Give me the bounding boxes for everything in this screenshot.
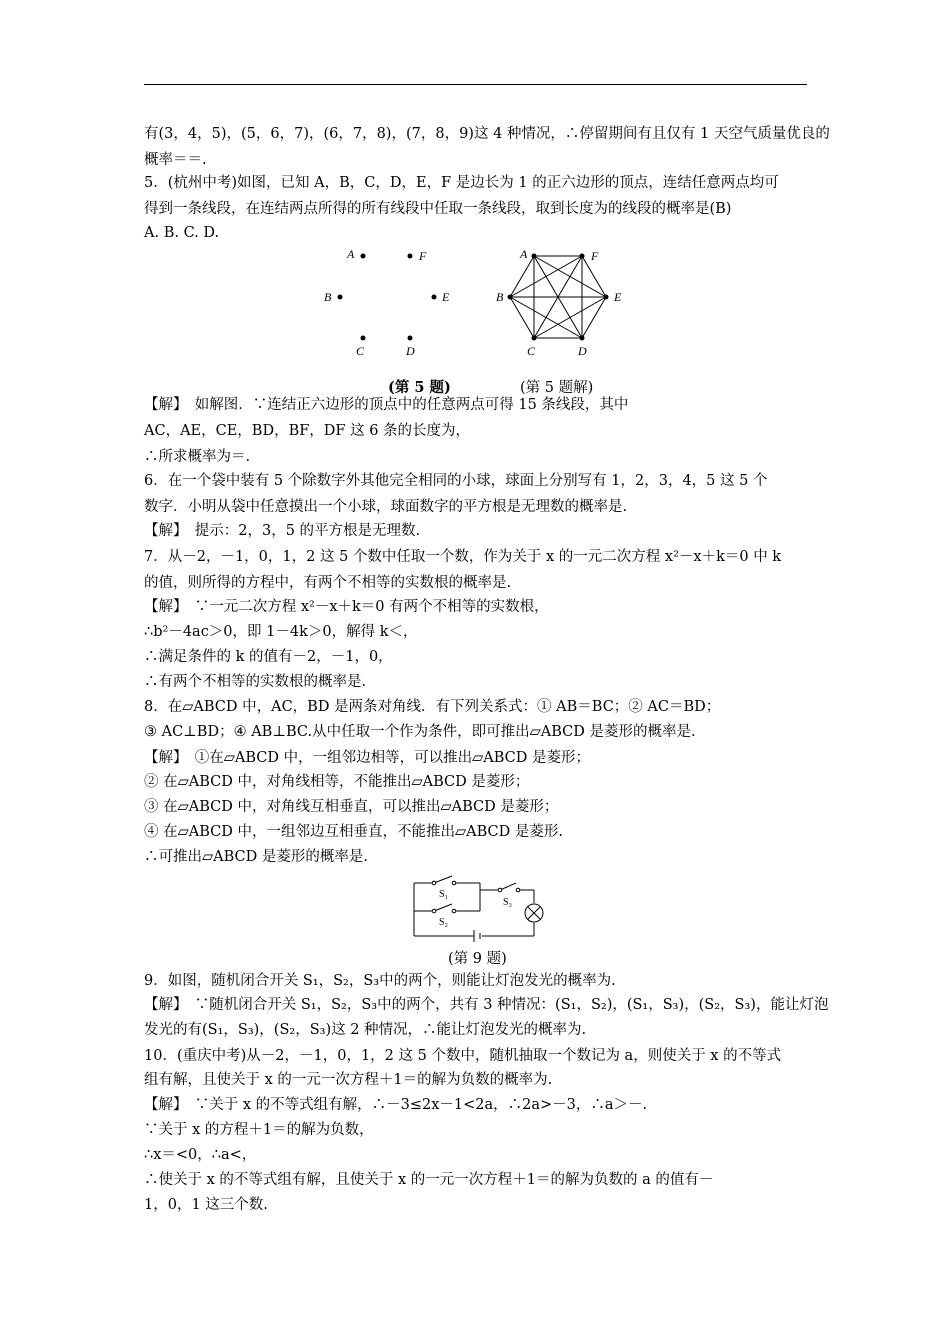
text-line: 组有解，且使关于 x 的一元一次方程＋1＝的解为负数的概率为. xyxy=(144,1072,553,1088)
q5-label-b: B xyxy=(324,290,332,304)
q5-points-figure xyxy=(318,240,458,360)
text-line: 【解】 ∵关于 x 的不等式组有解，∴－3≤2x－1<2a，∴2a>－3，∴a＞－. xyxy=(144,1097,648,1113)
text-line: ∴有两个不相等的实数根的概率是. xyxy=(144,674,367,690)
q5s-label-b: B xyxy=(496,290,504,304)
text-line: ∴所求概率为＝. xyxy=(144,449,251,465)
q5s-label-a: A xyxy=(520,247,528,261)
text-line: ∴可推出▱ABCD 是菱形的概率是. xyxy=(144,849,368,865)
q5-label-d: D xyxy=(406,344,415,358)
text-line: 【解】 如解图．∵连结正六边形的顶点中的任意两点可得 15 条线段，其中 xyxy=(144,397,629,413)
text-line: 1，0，1 这三个数. xyxy=(144,1197,268,1213)
text-line: AC，AE，CE，BD，BF，DF 这 6 条的长度为， xyxy=(144,423,471,439)
text-line: ③ 在▱ABCD 中，对角线互相垂直，可以推出▱ABCD 是菱形； xyxy=(144,799,559,815)
text-line: 【解】 ①在▱ABCD 中，一组邻边相等，可以推出▱ABCD 是菱形； xyxy=(144,750,591,766)
text-line: 8．在▱ABCD 中，AC，BD 是两条对角线．有下列关系式：① AB＝BC；② AC＝BD； xyxy=(144,699,721,715)
text-line: 有(3，4，5)，(5，6，7)，(6，7，8)，(7，8，9)这 4 种情况，∴停留期间有且仅有 1 天空气质量优良的 xyxy=(144,126,830,142)
q5s-label-d: D xyxy=(578,344,587,358)
q9-label-s1: S₁ xyxy=(439,889,449,900)
text-line: 【解】 提示：2，3，5 的平方根是无理数. xyxy=(144,523,421,539)
text-line: ③ AC⊥BD；④ AB⊥BC.从中任取一个作为条件，即可推出▱ABCD 是菱形的概率是. xyxy=(144,724,696,740)
q5-label-e: E xyxy=(442,290,450,304)
q5-label-f: F xyxy=(419,249,427,263)
text-line: 10．(重庆中考)从－2，－1，0，1，2 这 5 个数中，随机抽取一个数记为 a，则使关于 x 的不等式 xyxy=(144,1048,782,1064)
q5s-label-e: E xyxy=(614,290,622,304)
q9-label-s2: S₂ xyxy=(439,917,449,928)
q9-circuit-figure xyxy=(408,868,548,948)
text-line: 发光的有(S₁，S₃)，(S₂，S₃)这 2 种情况，∴能让灯泡发光的概率为. xyxy=(144,1022,587,1038)
text-line: 的值，则所得的方程中，有两个不相等的实数根的概率是. xyxy=(144,575,512,591)
text-line: 【解】 ∵随机闭合开关 S₁，S₂，S₃中的两个，共有 3 种情况：(S₁，S₂)，(S₁，S₃)，(S₂，S₃)，能让灯泡 xyxy=(144,997,829,1013)
q9-label-s3: S₃ xyxy=(503,897,513,908)
text-line: 9．如图，随机闭合开关 S₁，S₂，S₃中的两个，则能让灯泡发光的概率为. xyxy=(144,973,616,989)
text-line: 6．在一个袋中装有 5 个除数字外其他完全相同的小球，球面上分别写有 1，2，3，4，5 这 5 个 xyxy=(144,473,768,489)
text-line: 概率＝＝. xyxy=(144,152,207,168)
text-line: ∴b²－4ac＞0，即 1－4k＞0，解得 k＜， xyxy=(144,624,418,640)
q5-caption: (第 5 题) xyxy=(388,379,451,396)
q5s-label-f: F xyxy=(591,249,599,263)
text-line: ∵关于 x 的方程＋1＝的解为负数， xyxy=(144,1122,374,1138)
text-line: 【解】 ∵一元二次方程 x²－x＋k＝0 有两个不相等的实数根， xyxy=(144,599,549,615)
q9-caption: (第 9 题) xyxy=(448,951,507,967)
q5-label-a: A xyxy=(347,247,355,261)
text-line: ④ 在▱ABCD 中，一组邻边互相垂直，不能推出▱ABCD 是菱形. xyxy=(144,824,563,840)
text-line: 数字．小明从袋中任意摸出一个小球，球面数字的平方根是无理数的概率是. xyxy=(144,499,628,515)
q5-solution-caption: (第 5 题解) xyxy=(520,380,594,396)
header-rule xyxy=(144,84,807,85)
text-line: 5．(杭州中考)如图，已知 A，B，C，D，E，F 是边长为 1 的正六边形的顶点，连结任意两点均可 xyxy=(144,175,779,191)
text-line: ② 在▱ABCD 中，对角线相等，不能推出▱ABCD 是菱形； xyxy=(144,774,530,790)
q5-solution-figure xyxy=(494,240,634,360)
text-line: ∴使关于 x 的不等式组有解，且使关于 x 的一元一次方程＋1＝的解为负数的 a 的值有－ xyxy=(144,1172,714,1188)
q5-label-c: C xyxy=(356,344,365,358)
text-line: 7．从－2，－1，0，1，2 这 5 个数中任取一个数，作为关于 x 的一元二次方程 x²－x＋k＝0 中 k xyxy=(144,549,782,565)
text-line: ∴x＝<0，∴a<， xyxy=(144,1147,257,1163)
text-line: ∴满足条件的 k 的值有－2，－1，0， xyxy=(144,649,393,665)
text-line: 得到一条线段，在连结两点所得的所有线段中任取一条线段，取到长度为的线段的概率是(B) xyxy=(144,201,732,217)
text-line: A. B. C. D. xyxy=(144,225,220,241)
q5s-label-c: C xyxy=(527,344,536,358)
